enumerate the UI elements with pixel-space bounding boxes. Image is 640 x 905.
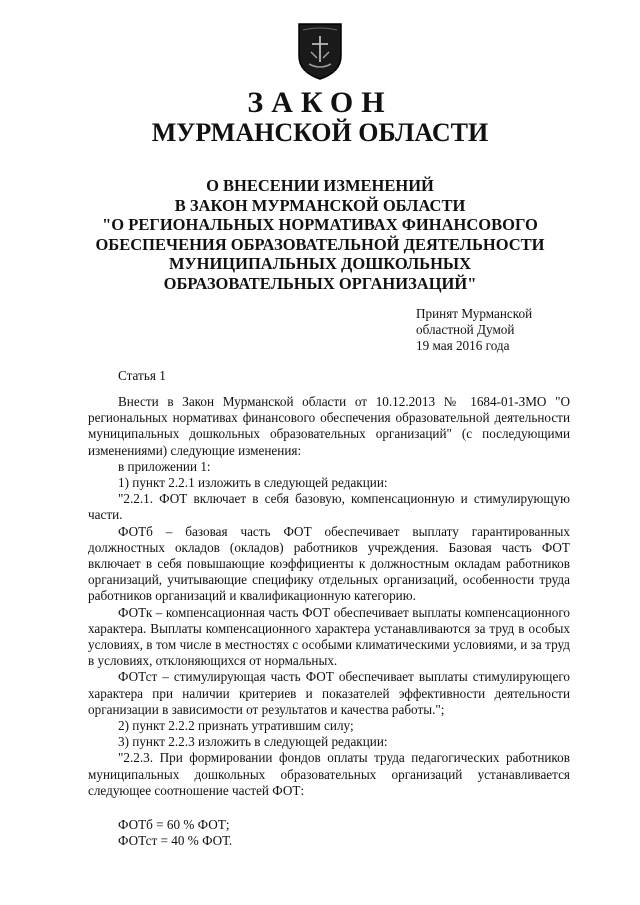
law-body-text [88,394,570,849]
adoption-line: 19 мая 2016 года [416,338,510,353]
law-subject-title [60,176,580,294]
paragraph: ФОТк – компенсационная часть ФОТ обеспечивает выплаты компенсационного характера. Выплаты компенсационного характера устанавливаются за труд в особых условиях, в том числе в местностях с особыми климатическими условиями, и за труд в условиях, отклоняющихся от нормальных. [88,604,570,669]
law-region-title: МУРМАНСКОЙ ОБЛАСТИ [151,118,489,147]
adoption-line: Принят Мурманской [416,306,533,321]
subject-line: В ЗАКОН МУРМАНСКОЙ ОБЛАСТИ [174,195,466,215]
paragraph: ФОТст – стимулирующая часть ФОТ обеспечивает выплаты стимулирующего характера при наличии критериев и показателей эффективности деятельности организации в зависимости от результатов и качества работы."; [88,669,570,717]
paragraph: Внести в Закон Мурманской области от 10.12.2013 № 1684-01-ЗМО "О региональных нормативах финансового обеспечения образовательной деятельности муниципальных дошкольных образовательных организаций" (с последующими изменениями) следующие изменения: [88,394,570,458]
adoption-note [416,306,532,354]
subject-line: ОБЕСПЕЧЕНИЯ ОБРАЗОВАТЕЛЬНОЙ ДЕЯТЕЛЬНОСТИ [95,234,545,254]
subject-line: МУНИЦИПАЛЬНЫХ ДОШКОЛЬНЫХ [168,254,472,274]
subject-line: ОБРАЗОВАТЕЛЬНЫХ ОРГАНИЗАЦИЙ" [163,273,477,293]
paragraph: "2.2.3. При формировании фондов оплаты труда педагогических работников муниципальных дошкольных образовательных организаций устанавливается следующее соотношение частей ФОТ: [88,750,570,798]
paragraph: в приложении 1: [118,458,211,474]
article-heading: Статья 1 [118,368,166,383]
paragraph: 1) пункт 2.2.1 изложить в следующей редакции: [118,475,388,491]
paragraph: ФОТб – базовая часть ФОТ обеспечивает выплату гарантированных должностных окладов (окладов) работников учреждения. Базовая часть ФОТ включает в себя повышающие коэффициенты к должностным окладам работников организаций, учитывающие специфику отдельных организаций, особенности труда работников организаций и квалификационную категорию. [88,523,570,604]
paragraph: 2) пункт 2.2.2 признать утратившим силу; [118,718,354,734]
paragraph: 3) пункт 2.2.3 изложить в следующей редакции: [118,734,388,750]
law-title: ЗАКОН [247,86,393,119]
adoption-line: областной Думой [416,322,515,337]
subject-line: "О РЕГИОНАЛЬНЫХ НОРМАТИВАХ ФИНАНСОВОГО [102,215,538,235]
coat-of-arms-emblem [297,22,343,80]
formula-line: ФОТб = 60 % ФОТ; [118,817,230,833]
subject-line: О ВНЕСЕНИИ ИЗМЕНЕНИЙ [206,176,434,195]
paragraph: "2.2.1. ФОТ включает в себя базовую, компенсационную и стимулирующую части. [88,491,570,523]
formula-line: ФОТст = 40 % ФОТ. [118,833,233,849]
